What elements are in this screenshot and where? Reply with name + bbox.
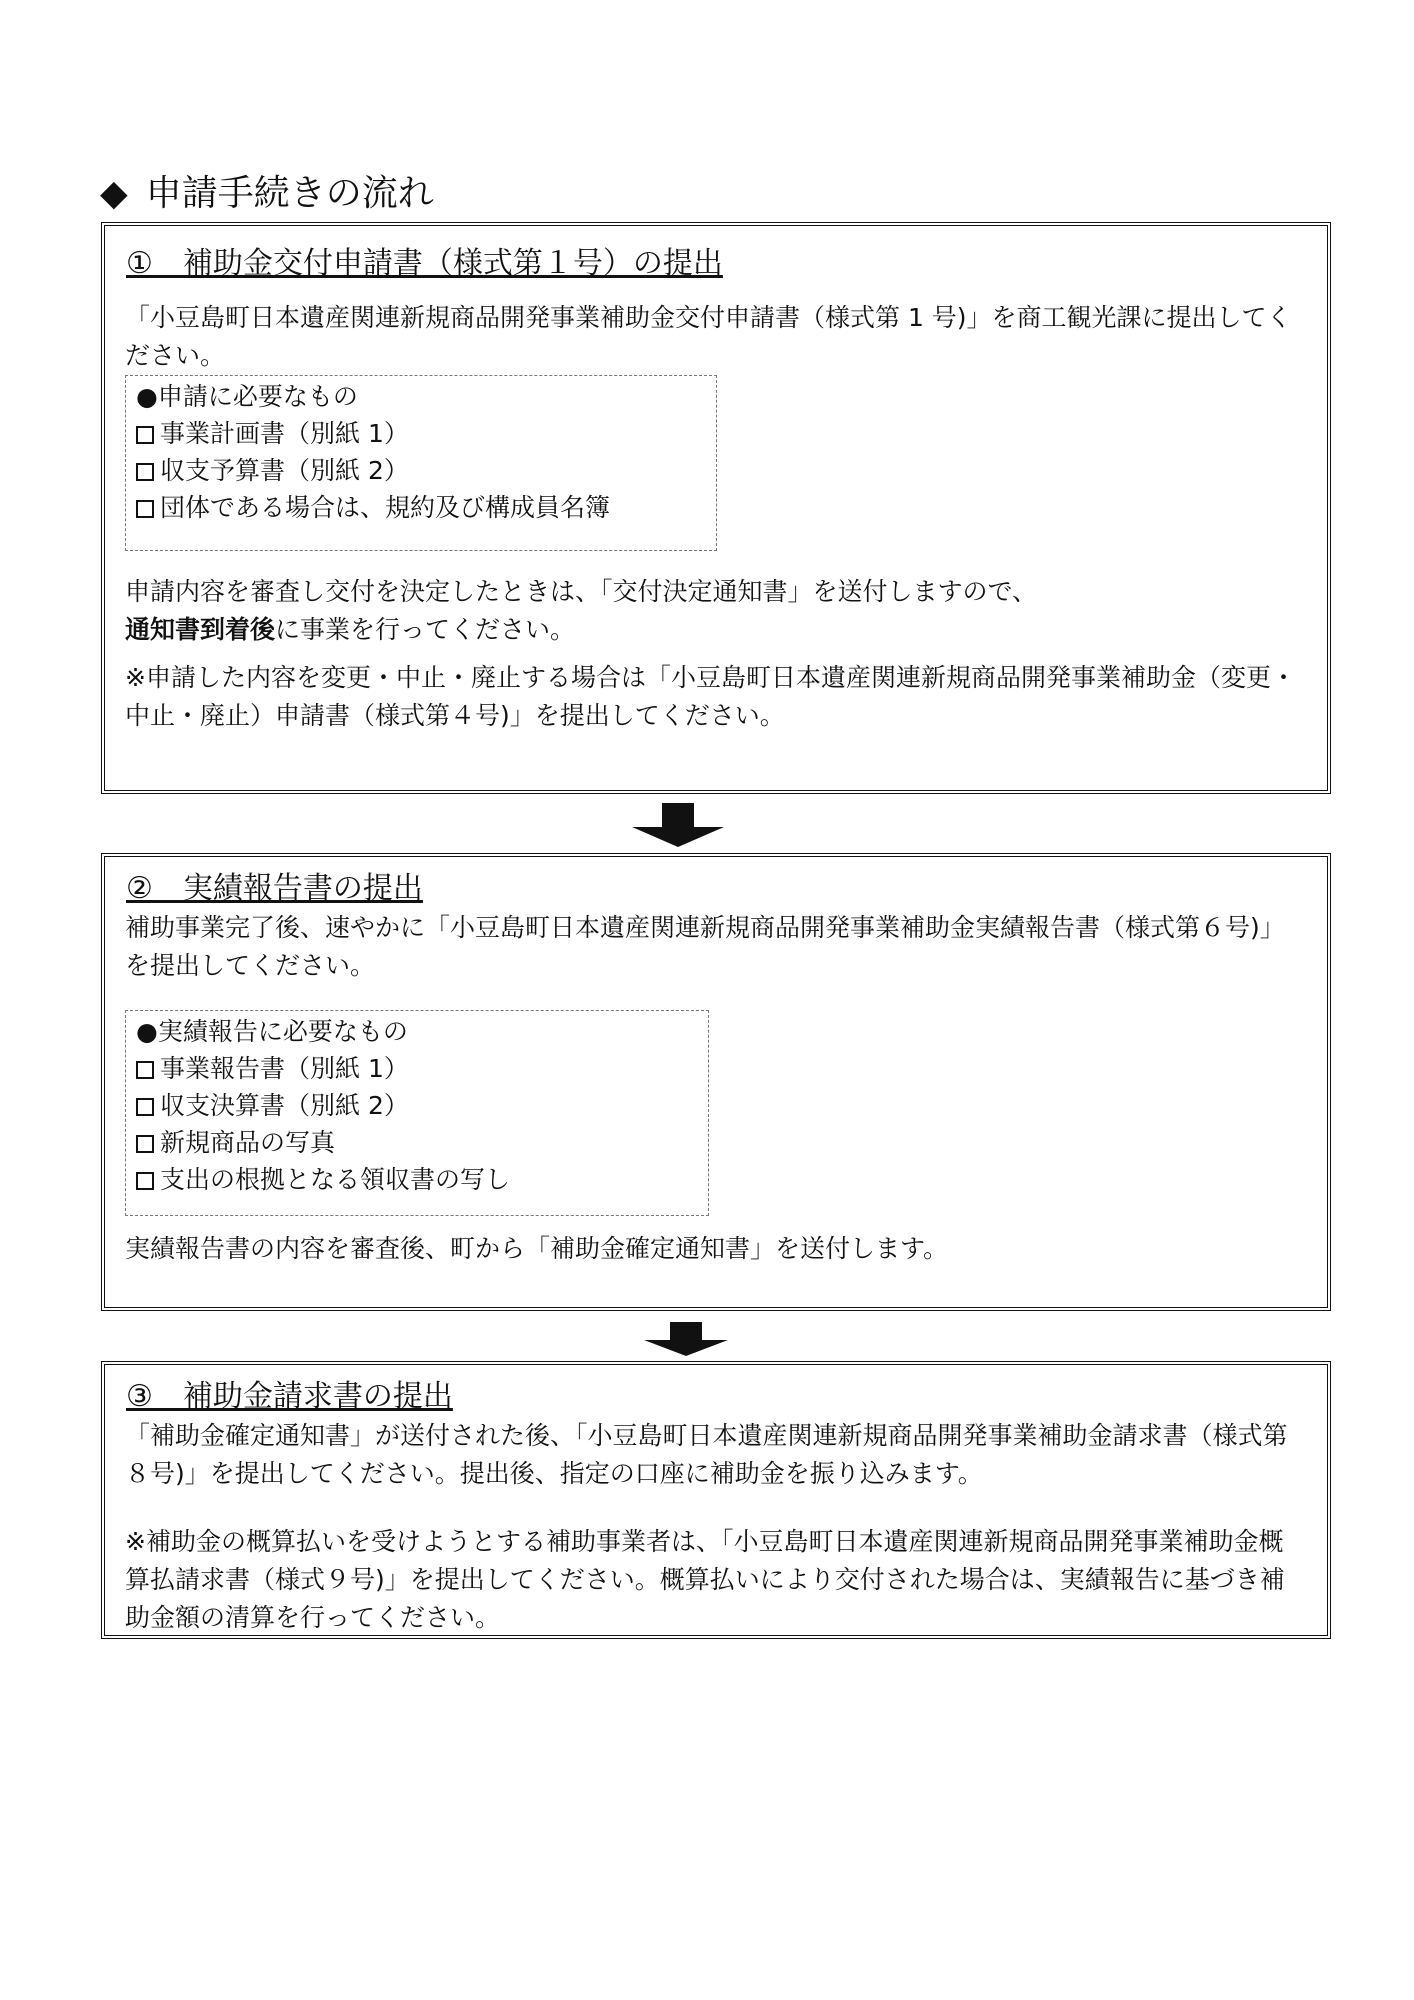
checkbox-icon (136, 500, 154, 518)
requirement-item: 収支予算書（別紙 2） (136, 452, 706, 489)
step-1-after-line: 申請内容を審査し交付を決定したときは、「交付決定通知書」を送付しますので、 (125, 577, 1038, 606)
down-arrow-icon (632, 803, 724, 847)
requirement-item: 新規商品の写真 (136, 1124, 698, 1161)
checkbox-icon (136, 1172, 154, 1190)
requirement-item: 収支決算書（別紙 2） (136, 1087, 698, 1124)
checkbox-icon (136, 1098, 154, 1116)
down-arrow-icon (644, 1322, 728, 1356)
requirement-item: 団体である場合は、規約及び構成員名簿 (136, 489, 706, 526)
checkbox-icon (136, 463, 154, 481)
checkbox-icon (136, 426, 154, 444)
step-3-intro: 「補助金確定通知書」が送付された後、「小豆島町日本遺産関連新規商品開発事業補助金請求書（様式第８号)」を提出してください。提出後、指定の口座に補助金を振り込みます。 (125, 1421, 1288, 1488)
diamond-icon: ◆ (100, 173, 128, 214)
step-1-after-line2: 通知書到着後に事業を行ってください。 (125, 615, 576, 644)
step-2-after: 実績報告書の内容を審査後、町から「補助金確定通知書」を送付します。 (125, 1234, 949, 1263)
step-2-intro: 補助事業完了後、速やかに「小豆島町日本遺産関連新規商品開発事業補助金実績報告書（様式第６号)」を提出してください。 (125, 913, 1285, 980)
step-3-note: ※補助金の概算払いを受けようとする補助事業者は、「小豆島町日本遺産関連新規商品開発事業補助金概算払請求書（様式９号)」を提出してください。概算払いにより交付された場合は、実績報告に基づき補助金額の清算を行ってください。 (125, 1527, 1285, 1632)
requirements-title: ●実績報告に必要なもの (136, 1017, 408, 1046)
step-1-after (125, 573, 1307, 649)
requirement-item: 支出の根拠となる領収書の写し (136, 1161, 698, 1198)
emphasis-text: 通知書到着後 (125, 615, 276, 644)
step-1-box (101, 222, 1331, 794)
checkbox-icon (136, 1135, 154, 1153)
requirements-title: ●申請に必要なもの (136, 382, 358, 411)
step-1-title: ① 補助金交付申請書（様式第１号）の提出 (126, 246, 723, 281)
step-3-box (101, 1361, 1331, 1639)
page-title: 申請手続きの流れ (145, 173, 434, 214)
step-2-box (101, 853, 1331, 1311)
step-2-title: ② 実績報告書の提出 (126, 871, 423, 906)
checkbox-icon (136, 1061, 154, 1079)
step-1-requirements (125, 375, 717, 551)
step-1-note: ※申請した内容を変更・中止・廃止する場合は「小豆島町日本遺産関連新規商品開発事業補助金（変更・中止・廃止）申請書（様式第４号)」を提出してください。 (125, 663, 1296, 730)
step-1-intro: 「小豆島町日本遺産関連新規商品開発事業補助金交付申請書（様式第 1 号)」を商工観光課に提出してください。 (125, 303, 1292, 370)
requirement-item: 事業報告書（別紙 1） (136, 1050, 698, 1087)
page-heading (100, 172, 434, 216)
step-3-title: ③ 補助金請求書の提出 (126, 1379, 453, 1414)
step-2-requirements (125, 1010, 709, 1216)
requirement-item: 事業計画書（別紙 1） (136, 415, 706, 452)
